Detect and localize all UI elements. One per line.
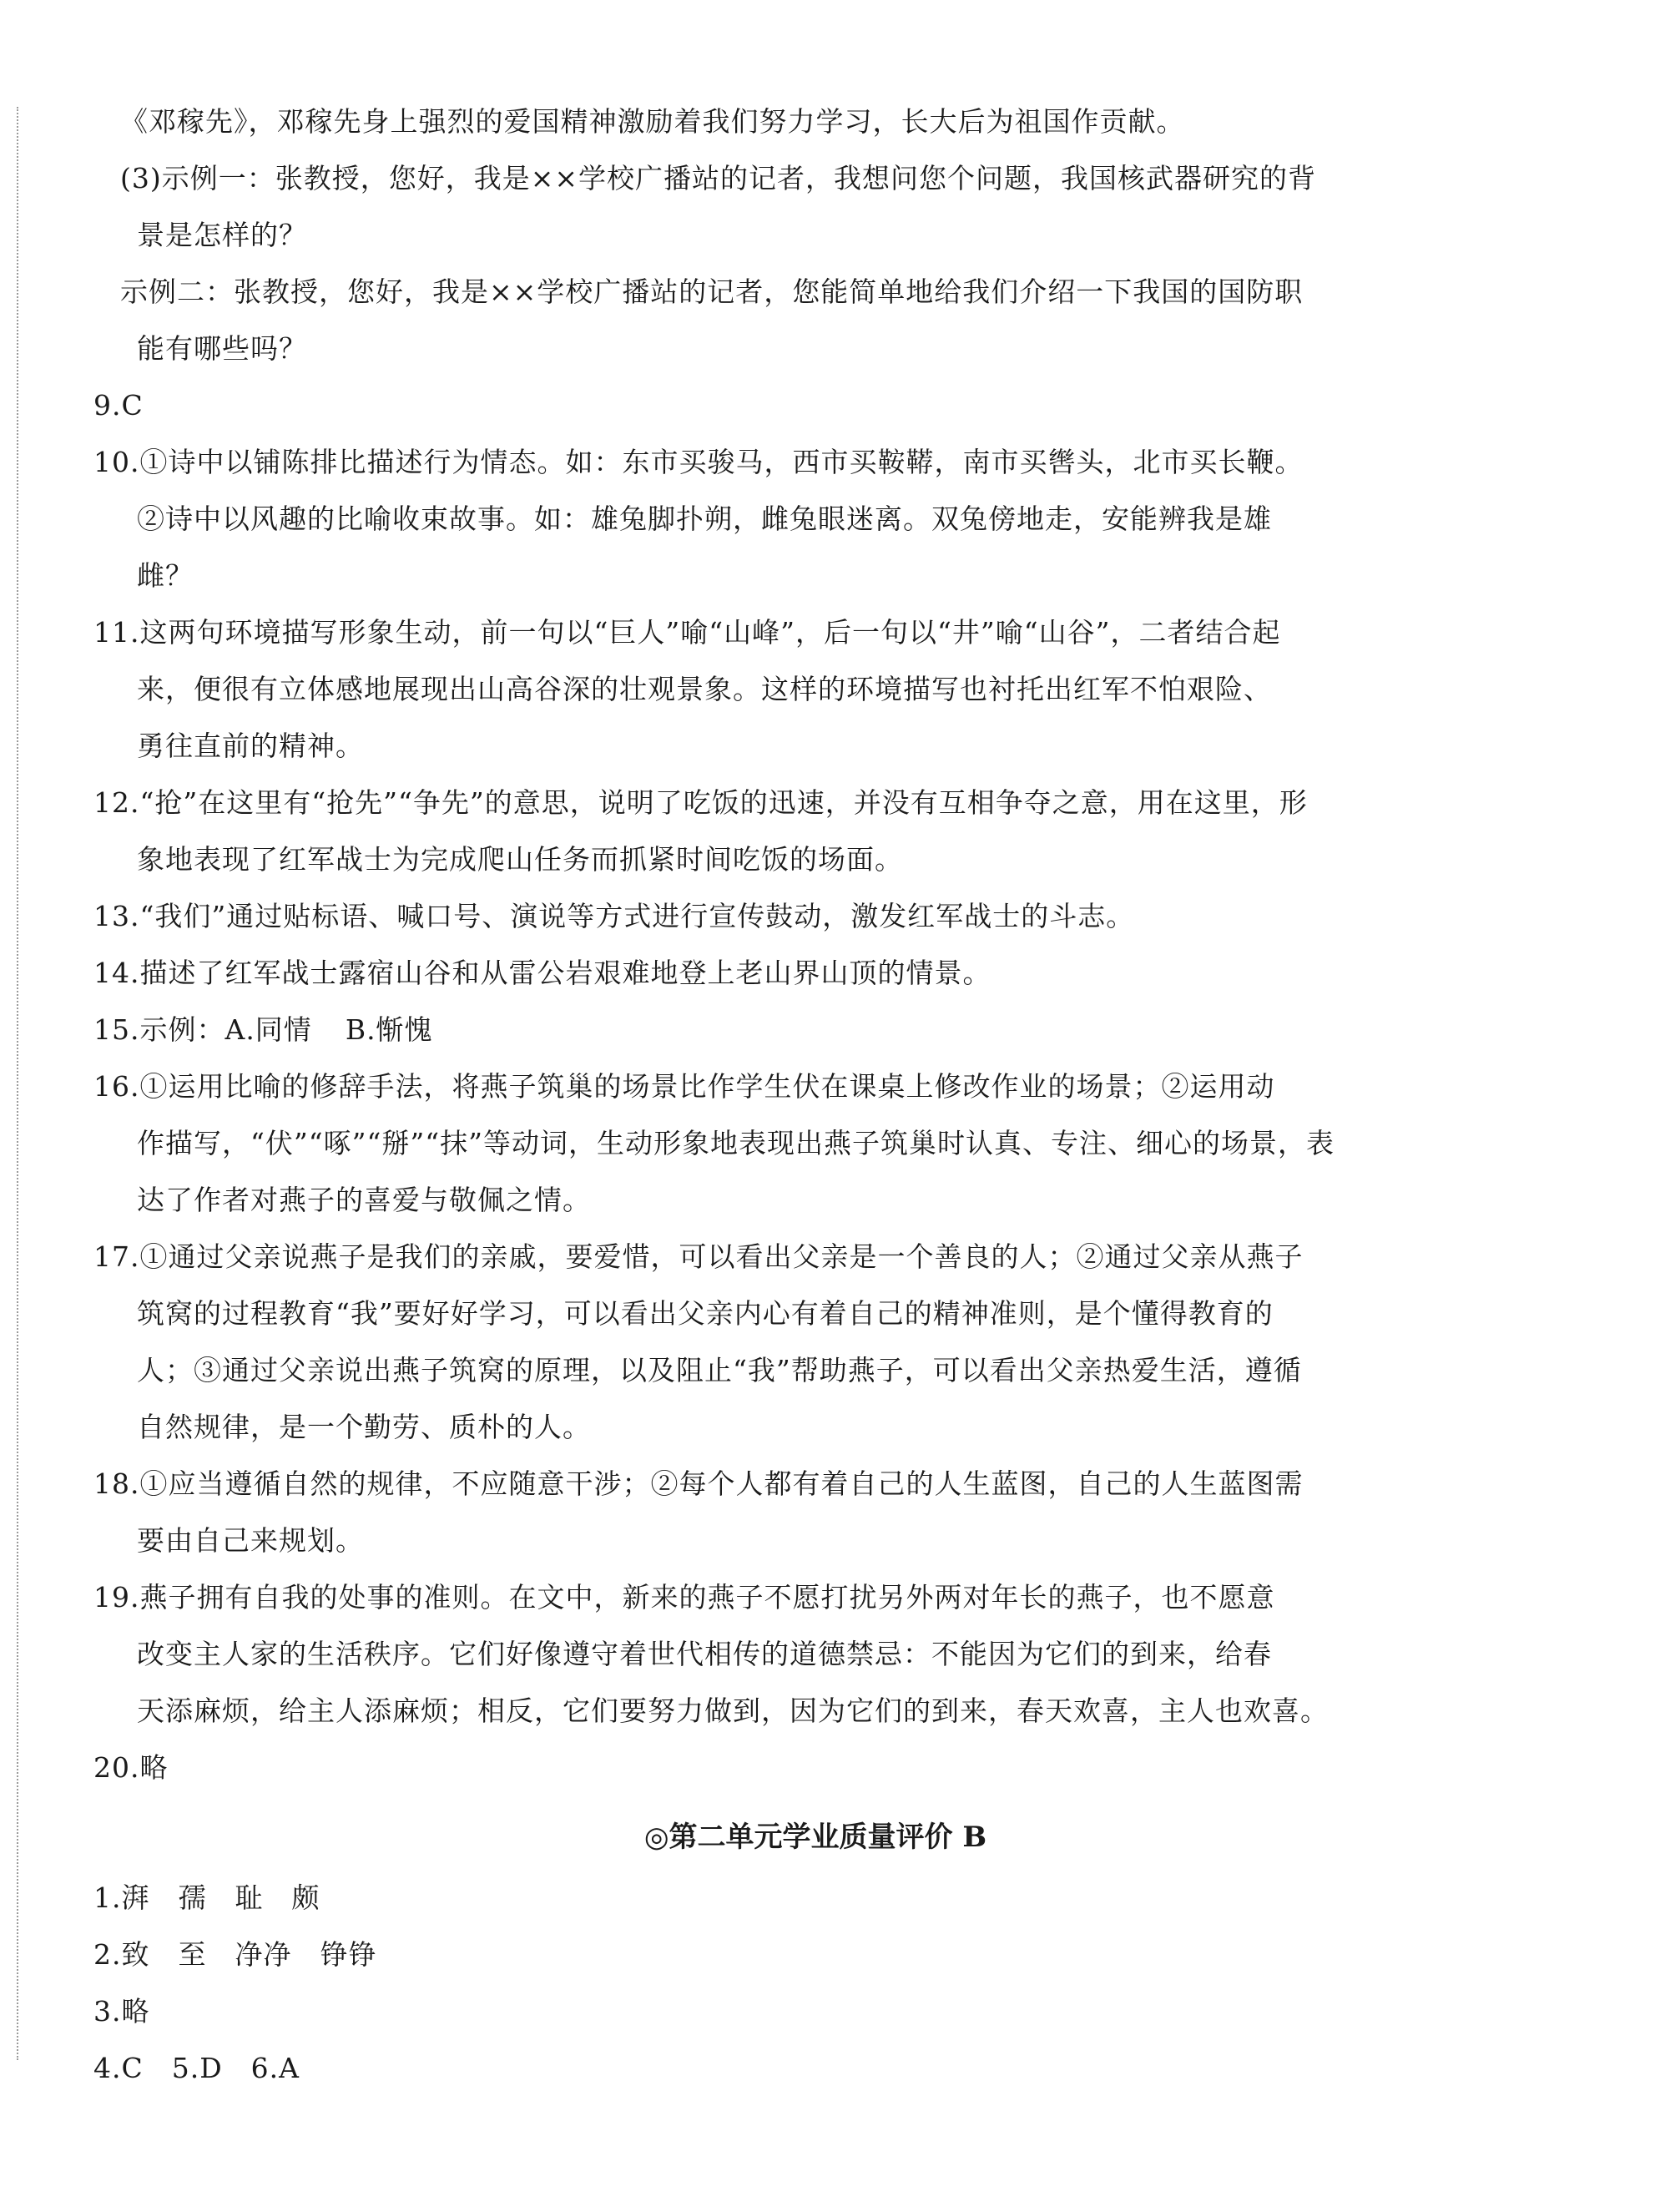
- text-line: 示例二：张教授，您好，我是××学校广播站的记者，您能简单地给我们介绍一下我国的国防职: [120, 275, 1304, 308]
- text-line: 要由自己来规划。: [137, 1524, 364, 1557]
- text-line: 自然规律，是一个勤劳、质朴的人。: [137, 1411, 591, 1443]
- answer-item: 3.略: [93, 1995, 150, 2028]
- text-line: 象地表现了红军战士为完成爬山任务而抓紧时间吃饭的场面。: [137, 843, 903, 876]
- answer-item: 4.C 5.D 6.A: [93, 2052, 300, 2084]
- answer-item: 16.①运用比喻的修辞手法，将燕子筑巢的场景比作学生伏在课桌上修改作业的场景；②运用动: [93, 1070, 1275, 1103]
- answer-item: 20.略: [93, 1751, 169, 1784]
- text-line: 景是怎样的？: [137, 219, 307, 251]
- answer-item: 19.燕子拥有自我的处事的准则。在文中，新来的燕子不愿打扰另外两对年长的燕子，也不愿意: [93, 1581, 1275, 1614]
- text-line: 筑窝的过程教育“我”要好好学习，可以看出父亲内心有着自己的精神准则，是个懂得教育的: [137, 1297, 1274, 1330]
- text-line: ②诗中以风趣的比喻收束故事。如：雄兔脚扑朔，雌兔眼迷离。双兔傍地走，安能辨我是雄: [137, 502, 1272, 535]
- text-line: 雌？: [137, 559, 194, 592]
- answer-item: 14.描述了红军战士露宿山谷和从雷公岩艰难地登上老山界山顶的情景。: [93, 957, 991, 989]
- text-line: 天添麻烦，给主人添麻烦；相反，它们要努力做到，因为它们的到来，春天欢喜，主人也欢喜。: [137, 1694, 1329, 1727]
- text-line: 人；③通过父亲说出燕子筑窝的原理，以及阻止“我”帮助燕子，可以看出父亲热爱生活，遵循: [137, 1354, 1302, 1386]
- text-line: 来，便很有立体感地展现出山高谷深的壮观景象。这样的环境描写也衬托出红军不怕艰险、: [137, 673, 1272, 705]
- answer-item: 11.这两句环境描写形象生动，前一句以“巨人”喻“山峰”，后一句以“井”喻“山谷”，二者结合起: [93, 616, 1281, 649]
- binding-margin-line: [17, 107, 18, 2060]
- answer-item: 1.湃 孺 耻 颇: [93, 1881, 320, 1914]
- answer-item: 18.①应当遵循自然的规律，不应随意干涉；②每个人都有着自己的人生蓝图，自己的人生蓝图需: [93, 1467, 1304, 1500]
- answer-item: 12.“抢”在这里有“抢先”“争先”的意思，说明了吃饭的迅速，并没有互相争夺之意，用在这里，形: [93, 786, 1308, 819]
- text-line: 作描写，“伏”“啄”“掰”“抹”等动词，生动形象地表现出燕子筑巢时认真、专注、细心的场景，表: [137, 1127, 1335, 1159]
- answer-option-a: 15.示例：A.同情: [93, 1013, 312, 1046]
- text-line: 改变主人家的生活秩序。它们好像遵守着世代相传的道德禁忌：不能因为它们的到来，给春: [137, 1638, 1272, 1670]
- answer-option-b: B.惭愧: [345, 1013, 433, 1046]
- answer-page: [93, 93, 1412, 2097]
- answer-item: 9.C: [93, 389, 144, 422]
- text-line: 勇往直前的精神。: [137, 730, 364, 762]
- answer-item: 2.致 至 净净 铮铮: [93, 1938, 377, 1971]
- text-line: 《邓稼先》，邓稼先身上强烈的爱国精神激励着我们努力学习，长大后为祖国作贡献。: [120, 105, 1185, 138]
- answer-item: 13.“我们”通过贴标语、喊口号、演说等方式进行宣传鼓动，激发红军战士的斗志。: [93, 900, 1135, 932]
- text-line: (3)示例一：张教授，您好，我是××学校广播站的记者，我想问您个问题，我国核武器研究的背: [120, 162, 1317, 194]
- text-line: 达了作者对燕子的喜爱与敬佩之情。: [137, 1184, 591, 1216]
- answer-item: [93, 1002, 1412, 1058]
- answer-item: 17.①通过父亲说燕子是我们的亲戚，要爱惜，可以看出父亲是一个善良的人；②通过父亲从燕子: [93, 1240, 1304, 1273]
- answer-item: 10.①诗中以铺陈排比描述行为情态。如：东市买骏马，西市买鞍鞯，南市买辔头，北市买长鞭。: [93, 446, 1304, 478]
- section-heading: ◎第二单元学业质量评价 B: [643, 1821, 987, 1854]
- text-line: 能有哪些吗？: [137, 332, 307, 365]
